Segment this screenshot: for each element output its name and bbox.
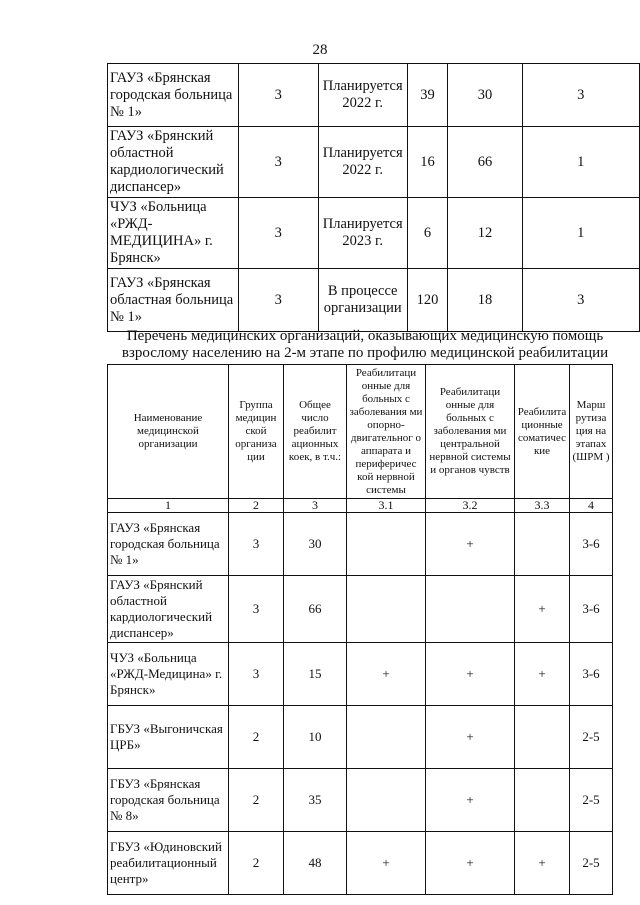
cns-cell: + bbox=[426, 832, 515, 895]
cns-cell: + bbox=[426, 513, 515, 576]
beds-cell: 66 bbox=[284, 576, 347, 643]
status-cell: В процессе организации bbox=[318, 269, 407, 332]
value-cell: 120 bbox=[407, 269, 448, 332]
table-row bbox=[108, 513, 613, 576]
org-name-cell: ГАУЗ «Брянский областной кардиологический диспансер» bbox=[108, 127, 239, 198]
cns-cell: + bbox=[426, 643, 515, 706]
routing-cell: 3-6 bbox=[570, 513, 613, 576]
org-name-cell: ГБУЗ «Юдиновский реабилитационный центр» bbox=[108, 832, 229, 895]
musculoskeletal-cell bbox=[347, 513, 426, 576]
beds-cell: 48 bbox=[284, 832, 347, 895]
table-row bbox=[108, 643, 613, 706]
section-heading: Перечень медицинских организаций, оказывающих медицинскую помощь взрослому населению на 2-м этапе по профилю медицинской реабилитации bbox=[121, 328, 609, 361]
value-cell: 1 bbox=[522, 198, 639, 269]
group-cell: 3 bbox=[238, 269, 318, 332]
group-cell: 3 bbox=[229, 643, 284, 706]
beds-cell: 15 bbox=[284, 643, 347, 706]
status-cell: Планируется 2022 г. bbox=[318, 64, 407, 127]
value-cell: 3 bbox=[522, 269, 639, 332]
page-number: 28 bbox=[312, 42, 328, 58]
group-cell: 2 bbox=[229, 832, 284, 895]
musculoskeletal-cell: + bbox=[347, 832, 426, 895]
group-cell: 3 bbox=[238, 64, 318, 127]
group-cell: 3 bbox=[229, 513, 284, 576]
org-name-cell: ЧУЗ «Больница «РЖД-Медицина» г. Брянск» bbox=[108, 643, 229, 706]
column-header-name: Наименование медицинской организации bbox=[108, 365, 229, 499]
group-cell: 2 bbox=[229, 706, 284, 769]
somatic-cell: + bbox=[515, 576, 570, 643]
column-header-group: Группа медицин ской организа ции bbox=[229, 365, 284, 499]
org-name-cell: ГБУЗ «Выгоничская ЦРБ» bbox=[108, 706, 229, 769]
somatic-cell bbox=[515, 769, 570, 832]
somatic-cell bbox=[515, 513, 570, 576]
table-header-row bbox=[108, 365, 613, 499]
routing-cell: 2-5 bbox=[570, 706, 613, 769]
beds-cell: 35 bbox=[284, 769, 347, 832]
value-cell: 3 bbox=[522, 64, 639, 127]
musculoskeletal-cell bbox=[347, 576, 426, 643]
column-number: 3.2 bbox=[426, 499, 515, 513]
musculoskeletal-cell: + bbox=[347, 643, 426, 706]
rehabilitation-organizations-table bbox=[107, 364, 613, 895]
column-header-cns: Реабилитаци онные для больных с заболевания ми центральной нервной системы и органов чувств bbox=[426, 365, 515, 499]
table-row bbox=[108, 269, 640, 332]
value-cell: 1 bbox=[522, 127, 639, 198]
table-row bbox=[108, 832, 613, 895]
column-number: 3.1 bbox=[347, 499, 426, 513]
routing-cell: 2-5 bbox=[570, 769, 613, 832]
group-cell: 3 bbox=[238, 127, 318, 198]
group-cell: 2 bbox=[229, 769, 284, 832]
status-cell: Планируется 2023 г. bbox=[318, 198, 407, 269]
value-cell: 16 bbox=[407, 127, 448, 198]
organizations-plan-table bbox=[107, 63, 640, 332]
column-number: 2 bbox=[229, 499, 284, 513]
column-number: 4 bbox=[570, 499, 613, 513]
beds-cell: 10 bbox=[284, 706, 347, 769]
routing-cell: 2-5 bbox=[570, 832, 613, 895]
table-row bbox=[108, 127, 640, 198]
column-header-beds: Общее число реабилит ационных коек, в т.ч.: bbox=[284, 365, 347, 499]
column-number: 3 bbox=[284, 499, 347, 513]
table-row bbox=[108, 769, 613, 832]
value-cell: 12 bbox=[448, 198, 522, 269]
musculoskeletal-cell bbox=[347, 769, 426, 832]
column-header-routing: Марш рутиза ция на этапах (ШРМ ) bbox=[570, 365, 613, 499]
org-name-cell: ГАУЗ «Брянская городская больница № 1» bbox=[108, 64, 239, 127]
value-cell: 30 bbox=[448, 64, 522, 127]
somatic-cell: + bbox=[515, 643, 570, 706]
column-number: 1 bbox=[108, 499, 229, 513]
value-cell: 6 bbox=[407, 198, 448, 269]
column-header-musculoskeletal: Реабилитаци онные для больных с заболевания ми опорно-двигательног о аппарата и периферичес кой нервной системы bbox=[347, 365, 426, 499]
group-cell: 3 bbox=[238, 198, 318, 269]
value-cell: 18 bbox=[448, 269, 522, 332]
value-cell: 66 bbox=[448, 127, 522, 198]
somatic-cell bbox=[515, 706, 570, 769]
org-name-cell: ГАУЗ «Брянская областная больница № 1» bbox=[108, 269, 239, 332]
cns-cell: + bbox=[426, 706, 515, 769]
table-row bbox=[108, 64, 640, 127]
table-row bbox=[108, 198, 640, 269]
org-name-cell: ЧУЗ «Больница «РЖД-МЕДИЦИНА» г. Брянск» bbox=[108, 198, 239, 269]
column-header-somatic: Реабилита ционные соматичес кие bbox=[515, 365, 570, 499]
routing-cell: 3-6 bbox=[570, 576, 613, 643]
cns-cell bbox=[426, 576, 515, 643]
cns-cell: + bbox=[426, 769, 515, 832]
org-name-cell: ГАУЗ «Брянская городская больница № 1» bbox=[108, 513, 229, 576]
musculoskeletal-cell bbox=[347, 706, 426, 769]
table-row bbox=[108, 706, 613, 769]
beds-cell: 30 bbox=[284, 513, 347, 576]
somatic-cell: + bbox=[515, 832, 570, 895]
org-name-cell: ГБУЗ «Брянская городская больница № 8» bbox=[108, 769, 229, 832]
status-cell: Планируется 2022 г. bbox=[318, 127, 407, 198]
value-cell: 39 bbox=[407, 64, 448, 127]
group-cell: 3 bbox=[229, 576, 284, 643]
routing-cell: 3-6 bbox=[570, 643, 613, 706]
table-row bbox=[108, 576, 613, 643]
column-numbers-row bbox=[108, 499, 613, 513]
column-number: 3.3 bbox=[515, 499, 570, 513]
org-name-cell: ГАУЗ «Брянский областной кардиологический диспансер» bbox=[108, 576, 229, 643]
